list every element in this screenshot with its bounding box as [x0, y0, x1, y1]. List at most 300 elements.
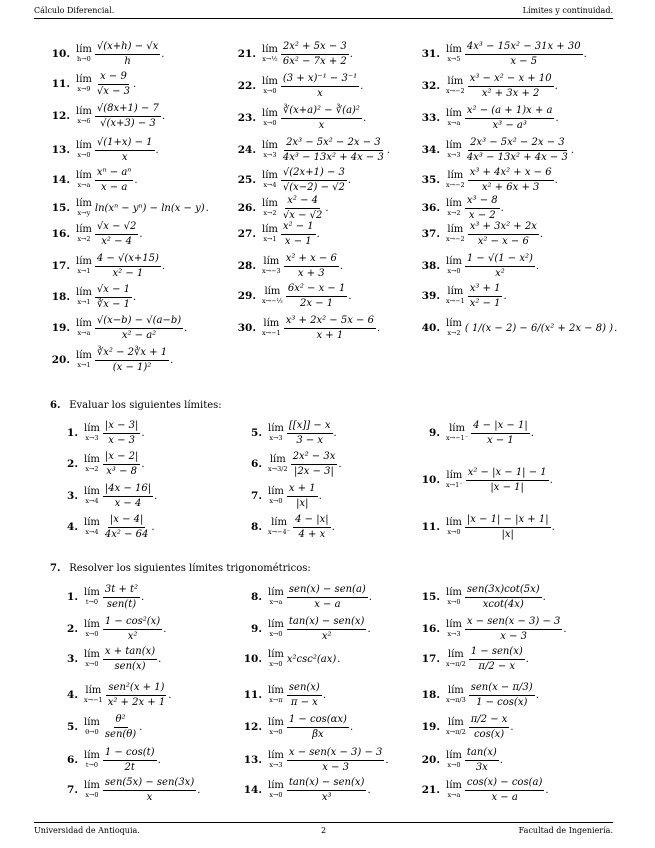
numerator: |x − 3|: [103, 420, 140, 434]
numerator: 2x³ − 5x² − 2x − 3: [284, 137, 383, 151]
denominator: x: [317, 87, 323, 99]
limit-word: lím: [76, 170, 92, 182]
exercise-number: 16.: [421, 623, 440, 635]
period: .: [583, 48, 587, 60]
limit-word: lím: [262, 198, 278, 210]
exercise-number: 10.: [243, 653, 262, 665]
denominator: βx: [312, 728, 324, 740]
exercise-number: 19.: [51, 322, 70, 334]
exercise-item: [236, 450, 342, 478]
limit-word: lím: [268, 587, 284, 599]
numerator: √x − √2: [95, 221, 138, 235]
numerator: 4 − √(x+15): [95, 253, 161, 267]
limit-word: lím: [446, 750, 462, 762]
exercise-number: 21.: [237, 48, 256, 60]
exercise-item: [230, 40, 353, 68]
limit-word: lím: [447, 286, 464, 298]
exercise-item: [230, 252, 343, 280]
section-7-title: Resolver los siguientes límites trigonométricos:: [69, 563, 311, 574]
denominator: |x|: [296, 497, 309, 509]
denominator: √x − 3: [96, 85, 131, 97]
denominator: x + 3: [297, 267, 325, 279]
numerator: √(2x+1) − 3: [281, 167, 347, 181]
limit-operator: [76, 107, 92, 125]
numerator: x + 1: [287, 483, 318, 497]
exercise-number: 40.: [421, 322, 440, 334]
period: .: [500, 202, 504, 214]
period: .: [570, 144, 575, 156]
limit-subscript: x→0: [85, 791, 99, 800]
limit-operator: [84, 518, 100, 536]
exercise-number: 32.: [421, 80, 440, 92]
limit-operator: [262, 257, 281, 275]
exercise-number: 8.: [251, 591, 262, 603]
fraction: [284, 315, 376, 341]
limit-operator: [76, 141, 92, 159]
fraction: [287, 747, 385, 773]
exercise-number: 11.: [421, 521, 440, 533]
limit-operator: [84, 588, 100, 606]
numerator: |x − 2|: [103, 451, 140, 465]
limit-subscript: x→0: [447, 598, 461, 607]
exercise-item: [236, 681, 326, 709]
limit-operator: [84, 718, 100, 736]
denominator: x − 5: [510, 55, 538, 67]
numerator: (3 + x)⁻¹ − 3⁻¹: [281, 73, 359, 87]
exercise-item: [236, 583, 372, 611]
limit-operator: [446, 650, 466, 668]
period: .: [170, 354, 174, 366]
denominator: (x − 1)²: [112, 361, 152, 373]
exercise-number: 7.: [67, 784, 78, 796]
limit-word: lím: [76, 74, 92, 86]
limit-subscript: x→2: [447, 209, 461, 218]
numerator: [[x]] − x: [287, 420, 333, 434]
numerator: x² − |x − 1| − 1: [466, 467, 549, 481]
limit-word: lím: [84, 454, 100, 466]
exercise-item: [414, 419, 534, 447]
exercise-number: 29.: [237, 290, 256, 302]
denominator: x² − a²: [121, 329, 157, 341]
denominator: x: [121, 151, 128, 163]
fraction: [281, 137, 386, 163]
exercise-item: [236, 776, 371, 804]
exercise-number: 18.: [51, 291, 70, 303]
fraction: [466, 467, 549, 493]
exercise-item: [52, 419, 145, 447]
limit-word: lím: [447, 717, 464, 729]
limit-operator: [84, 487, 100, 505]
section-6-title: Evaluar los siguientes límites:: [69, 400, 222, 411]
exercise-number: 26.: [237, 202, 256, 214]
limit-subscript: x→3: [447, 151, 461, 160]
limit-subscript: x→0: [447, 267, 461, 276]
numerator: cos(x) − cos(a): [465, 777, 544, 791]
limit-word: lím: [262, 108, 278, 120]
limit-operator: [268, 620, 284, 638]
period: .: [154, 490, 158, 502]
fraction: [95, 221, 138, 247]
denominator: |2x − 3|: [294, 465, 334, 477]
period: .: [318, 490, 322, 502]
period: .: [510, 721, 514, 733]
limit-operator: [446, 424, 468, 442]
exercise-item: [52, 450, 145, 478]
fraction: [284, 253, 339, 279]
exercise-item: [414, 40, 587, 68]
fraction: [468, 73, 554, 99]
exercise-item: [414, 513, 555, 541]
limit-operator: [84, 781, 100, 799]
period: .: [563, 623, 567, 635]
numerator: √x − 1: [95, 284, 132, 298]
exercise-item: [52, 713, 142, 741]
exercise-number: 4.: [67, 521, 78, 533]
denominator: x − 4: [114, 497, 142, 509]
period: .: [337, 653, 341, 665]
limit-subscript: θ→0: [85, 728, 99, 737]
fraction: [291, 451, 338, 477]
fraction: [106, 682, 168, 708]
period: .: [362, 112, 367, 124]
limit-operator: [76, 45, 92, 63]
exercise-number: 22.: [237, 80, 256, 92]
denominator: √(x+3) − 3: [100, 117, 156, 129]
exercise-item: [236, 615, 371, 643]
fraction: [281, 167, 347, 193]
limit-operator: [446, 225, 465, 243]
exercise-number: 28.: [237, 260, 256, 272]
period: .: [367, 623, 371, 635]
exercise-number: 34.: [421, 144, 440, 156]
limit-subscript: h→0: [77, 55, 91, 64]
limit-word: lím: [447, 76, 464, 88]
numerator: sen²(x + 1): [106, 682, 166, 696]
exercise-number: 11.: [243, 689, 262, 701]
fraction: [465, 137, 570, 163]
exercise-number: 16.: [51, 228, 70, 240]
exercise-number: 6.: [67, 754, 78, 766]
fraction: [468, 283, 503, 309]
limit-word: lím: [76, 140, 92, 152]
denominator: sen(θ): [104, 728, 137, 740]
exercise-number: 1.: [67, 427, 78, 439]
limit-operator: [446, 257, 462, 275]
exercise-item: [44, 314, 187, 342]
numerator: x² + x − 6: [284, 253, 339, 267]
numerator: x² − (a + 1)x + a: [465, 105, 555, 119]
exercise-item: [230, 166, 351, 194]
period: .: [133, 78, 137, 90]
limit-operator: [84, 650, 100, 668]
exercise-item: [236, 645, 340, 673]
limit-word: lím: [268, 486, 284, 498]
limit-subscript: x→a: [77, 329, 91, 338]
limit-word: lím: [84, 517, 100, 529]
numerator: sen(5x) − sen(3x): [103, 777, 196, 791]
period: .: [161, 260, 166, 272]
limit-operator: [446, 686, 466, 704]
numerator: x³ − 8: [465, 195, 500, 209]
limit-word: lím: [262, 224, 278, 236]
limit-operator: [262, 141, 278, 159]
limit-subscript: x→3/2: [268, 465, 288, 474]
limit-subscript: x→1: [77, 298, 91, 307]
limit-subscript: x→3: [447, 630, 461, 639]
fraction: [465, 747, 499, 773]
fraction: [287, 616, 367, 642]
period: .: [139, 721, 143, 733]
exercise-number: 2.: [67, 623, 78, 635]
limit-operator: [76, 75, 92, 93]
limit-operator: [76, 225, 92, 243]
exercise-item: [230, 194, 329, 222]
exercise-number: 27.: [237, 228, 256, 240]
limit-subscript: x→0: [269, 630, 283, 639]
numerator: 1 − √(1 − x²): [465, 253, 535, 267]
period: .: [539, 228, 544, 240]
exercise-number: 8.: [251, 521, 262, 533]
limit-word: lím: [84, 486, 100, 498]
limit-word: lím: [84, 423, 100, 435]
limit-subscript: x→−1: [446, 297, 465, 306]
exercise-number: 10.: [51, 48, 70, 60]
footer-right: Facultad de Ingeniería.: [518, 826, 613, 835]
limit-operator: [76, 199, 92, 217]
exercise-item: [236, 482, 322, 510]
limit-subscript: x→0: [269, 497, 283, 506]
fraction: [95, 347, 169, 373]
limit-operator: [446, 319, 462, 337]
denominator: cos(x): [473, 728, 505, 740]
numerator: π/2 − x: [469, 714, 510, 728]
exercise-number: 24.: [237, 144, 256, 156]
denominator: x − 2: [468, 209, 496, 221]
denominator: 2x − 1: [300, 297, 334, 309]
limit-operator: [76, 171, 92, 189]
limit-operator: [446, 781, 462, 799]
limit-word: lím: [84, 649, 100, 661]
limit-subscript: x→½: [262, 55, 278, 64]
limit-operator: [268, 686, 284, 704]
period: .: [141, 458, 145, 470]
exercise-item: [414, 314, 617, 342]
limit-subscript: x→1: [77, 361, 91, 370]
limit-operator: [446, 518, 462, 536]
denominator: h: [124, 55, 131, 67]
limit-subscript: x→3: [269, 761, 283, 770]
limit-word: lím: [84, 587, 100, 599]
limit-subscript: x→0: [269, 660, 283, 669]
fraction: [103, 646, 157, 672]
limit-word: lím: [262, 76, 278, 88]
limit-operator: [84, 620, 100, 638]
limit-operator: [268, 650, 284, 668]
exercise-item: [236, 513, 335, 541]
exercise-item: [230, 314, 380, 342]
fraction: [465, 105, 555, 131]
limit-operator: [84, 424, 100, 442]
limit-subscript: x→π: [269, 696, 283, 705]
period: .: [367, 784, 371, 796]
limit-word: lím: [76, 318, 92, 330]
denominator: x²: [495, 267, 505, 279]
denominator: x² − 1: [112, 267, 144, 279]
denominator: 4x² − 64: [104, 528, 149, 540]
denominator: 3 − x: [296, 434, 324, 446]
exercise-number: 3.: [67, 490, 78, 502]
period: .: [554, 80, 558, 92]
exercise-item: [44, 70, 136, 98]
numerator: |x − 1| − |x + 1|: [465, 514, 551, 528]
fraction: [95, 137, 155, 163]
limit-word: lím: [269, 454, 286, 466]
limit-word: lím: [76, 256, 92, 268]
limit-word: lím: [447, 170, 464, 182]
fraction: [281, 41, 349, 67]
limit-subscript: x→0: [269, 791, 283, 800]
limit-word: lím: [268, 717, 284, 729]
limit-subscript: x→−1⁻: [446, 434, 469, 443]
limit-word: lím: [446, 619, 462, 631]
fraction: [103, 714, 138, 740]
fraction: [465, 253, 535, 279]
section-7-heading: [50, 563, 311, 574]
numerator: √(x+h) − √x: [95, 41, 160, 55]
limit-subscript: x→0: [77, 151, 91, 160]
limit-word: lím: [263, 318, 280, 330]
denominator: 4x³ − 13x² + 4x − 3: [282, 151, 384, 163]
limit-subscript: x→0: [85, 630, 99, 639]
limit-word: lím: [449, 423, 465, 435]
exercise-number: 12.: [51, 110, 70, 122]
header-rule: [34, 18, 613, 19]
limit-word: lím: [446, 587, 462, 599]
numerator: x² − 1: [281, 221, 316, 235]
fraction: [95, 315, 183, 341]
limit-subscript: x→−1: [262, 329, 281, 338]
exercise-number: 10.: [421, 474, 440, 486]
denominator: xcot(4x): [482, 598, 524, 610]
exercise-number: 7.: [251, 490, 262, 502]
exercise-number: 17.: [51, 260, 70, 272]
limit-word: lím: [268, 780, 284, 792]
exercise-item: [236, 713, 353, 741]
limit-operator: [268, 424, 284, 442]
numerator: 1 − cos(αx): [287, 714, 349, 728]
limit-operator: [446, 588, 462, 606]
period: .: [349, 48, 353, 60]
exercise-number: 15.: [421, 591, 440, 603]
exercise-item: [44, 220, 143, 248]
numerator: x³ + 4x² + x − 6: [468, 167, 554, 181]
limit-operator: [446, 620, 462, 638]
expression: x²csc²(ax): [286, 653, 337, 665]
period: .: [141, 591, 145, 603]
section-6-heading: [50, 400, 222, 411]
limit-operator: [262, 225, 278, 243]
denominator: x − 3: [322, 761, 350, 773]
fraction: [286, 283, 348, 309]
exercise-item: [414, 466, 553, 494]
limit-subscript: t→0: [85, 598, 99, 607]
exercise-number: 12.: [243, 721, 262, 733]
exercise-item: [52, 776, 200, 804]
exercise-item: [44, 346, 173, 374]
limit-subscript: x→π/2: [446, 728, 466, 737]
numerator: 2x³ − 5x² − 2x − 3: [468, 137, 567, 151]
denominator: sen(t): [106, 598, 137, 610]
expression: ln(xⁿ − yⁿ) − ln(x − y): [94, 202, 205, 214]
exercise-number: 20.: [51, 354, 70, 366]
denominator: x: [146, 791, 153, 803]
limit-operator: [446, 287, 465, 305]
exercise-number: 2.: [67, 458, 78, 470]
fraction: [287, 682, 322, 708]
limit-operator: [268, 781, 284, 799]
numerator: √(x−b) − √(a−b): [95, 315, 183, 329]
exercise-item: [44, 40, 164, 68]
denominator: x² + 2x + 1: [107, 696, 166, 708]
limit-word: lím: [263, 256, 280, 268]
denominator: x − a: [100, 181, 128, 193]
exercise-number: 3.: [67, 653, 78, 665]
exercise-number: 4.: [67, 689, 78, 701]
footer-left: Universidad de Antioquia.: [34, 826, 140, 835]
limit-operator: [268, 751, 284, 769]
period: .: [155, 144, 159, 156]
denominator: x + 1: [316, 329, 344, 341]
period: .: [141, 427, 145, 439]
exercise-item: [230, 104, 366, 132]
denominator: sen(x): [114, 660, 146, 672]
exercise-item: [414, 282, 507, 310]
limit-subscript: x→0: [447, 761, 461, 770]
numerator: x³ + 3x² + 2x: [468, 221, 539, 235]
exercise-number: 9.: [251, 623, 262, 635]
limit-word: lím: [446, 256, 462, 268]
denominator: x − a: [491, 791, 518, 803]
limit-subscript: x→2: [263, 209, 277, 218]
exercise-number: 38.: [421, 260, 440, 272]
limit-word: lím: [262, 140, 278, 152]
exercise-number: 25.: [237, 174, 256, 186]
denominator: x² − 1: [469, 297, 501, 309]
fraction: [465, 584, 542, 610]
limit-word: lím: [76, 198, 92, 210]
limit-operator: [268, 487, 284, 505]
numerator: 4x³ − 15x² − 31x + 30: [465, 41, 583, 55]
period: .: [360, 80, 364, 92]
limit-subscript: x→π/2: [446, 660, 466, 669]
numerator: sen(x): [287, 682, 322, 696]
period: .: [545, 784, 549, 796]
exercise-item: [44, 283, 136, 311]
exercise-number: 33.: [421, 112, 440, 124]
limit-subscript: x→5: [447, 55, 461, 64]
denominator: x³: [321, 791, 332, 803]
limit-word: lím: [76, 350, 92, 362]
exercise-number: 1.: [67, 591, 78, 603]
period: .: [163, 623, 167, 635]
limit-operator: [268, 518, 290, 536]
period: .: [168, 689, 172, 701]
limit-subscript: x→4: [85, 528, 99, 537]
numerator: √(1+x) − 1: [95, 137, 155, 151]
limit-word: lím: [446, 44, 462, 56]
period: .: [554, 174, 558, 186]
exercise-number: 14.: [51, 174, 70, 186]
